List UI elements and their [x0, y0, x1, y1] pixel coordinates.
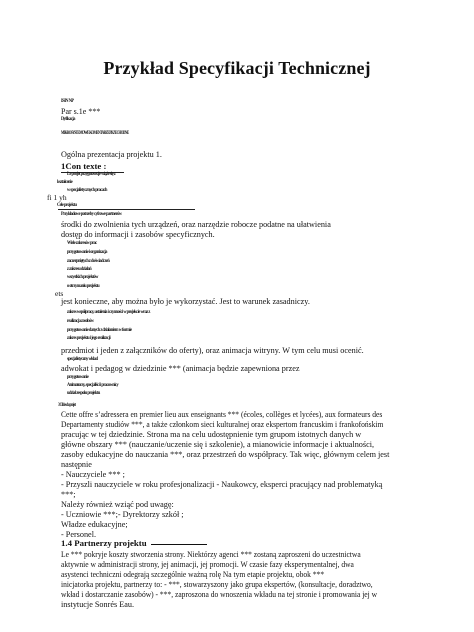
body-line-8: - Przyszli nauczyciele w roku profesjonalizacji - Naukowcy, eksperci pracujący nad problematyką — [61, 480, 383, 489]
overview-line-3: w specjalistycznych pracach — [67, 187, 107, 193]
overview-line-17: zakres współpracy, ustalenia i czynności w projekcie wraz z — [67, 309, 150, 315]
section-heading-context — [61, 161, 106, 171]
header-code-3: Dyfikacja — [61, 116, 75, 122]
body-line-5: zasoby edukacyjne do nauczania ***, oraz przestrzeń do współpracy. Tak więc, głównym celem jest — [61, 450, 390, 459]
overview-line-27: 3 Cibles du projet — [58, 402, 76, 408]
overview-line-9: Wiele zakresów prac — [67, 240, 97, 246]
overview-line-11: zaczerpniętych z doświadczeń — [67, 258, 110, 264]
overview-intro: Ogólna prezentacja projektu 1. — [61, 150, 162, 159]
overview-divider-1 — [58, 209, 195, 210]
body-line-18: wkład i dostarczanie zasobów) - ***, zaproszona do wnoszenia wkładu na tej stronie i promowania jej w — [61, 590, 378, 599]
overview-line-16: jest konieczne, aby można było je wykorzystać. Jest to warunek zasadniczy. — [61, 297, 310, 306]
overview-line-2: kształcenie — [57, 179, 73, 185]
overview-line-26: udział zespołu projektu — [67, 390, 100, 396]
overview-line-21: przedmiot i jeden z załączników do oferty), oraz animacja witryny. W tym celu musi ocenić. — [61, 346, 364, 355]
page-title: Przykład Specyfikacji Technicznej — [103, 58, 371, 78]
overview-line-4: fi 1 yh — [47, 193, 67, 202]
body-line-4: główne obszary *** (nauczanie/uczenie się i szkolenie), a mianowicie informacje i aktualności, — [61, 440, 375, 449]
overview-line-10: przygotowanie i organizacja — [67, 249, 107, 255]
overview-line-5: Cele projektu — [57, 202, 77, 208]
body-line-19: instytucje Sonrés Eau. — [61, 600, 134, 609]
overview-line-25: Animatorzy, specjaliści i pracownicy — [67, 382, 119, 388]
overview-line-13: wszystkich projektów — [67, 274, 98, 280]
body-line-3: pracując w tej dziedzinie. Strona ma na celu udostępnienie tym grupom istotnych danych w — [61, 430, 362, 439]
overview-line-12: z zakresu działań — [67, 266, 92, 272]
overview-line-24: przygotowanie — [67, 374, 89, 380]
body-line-16: asystenci techniczni odegrają szczególnie ważną rolę Na tym etapie projektu, obok *** — [61, 570, 325, 579]
overview-line-15: ets — [55, 289, 64, 298]
body-line-7: - Nauczyciele *** ; — [61, 470, 125, 479]
body-line-1: Cette offre s’adressera en premier lieu aux enseignants *** (écoles, collèges et lycées), aux formateurs des — [61, 410, 383, 419]
section-heading-partners: 1.4 Partnerzy projektu — [61, 538, 207, 548]
body-line-10: Należy również wziąć pod uwagę: — [61, 500, 174, 509]
overview-line-23: adwokat i pedagog w dziedzinie *** (animacja będzie zapewniona przez — [61, 364, 300, 373]
body-line-6: następnie — [61, 460, 92, 469]
body-line-9: ***; — [61, 490, 76, 499]
body-line-17: inicjatorka projektu, partnerzy to: - ***, stowarzyszony jako grupa ekspertów, (konsultacje, doradztwo, — [61, 580, 373, 589]
body-line-2: Departamenty studiów ***, a także członkom sieci kulturalnej oraz ekspertom francuskim i frankofońskim — [61, 420, 384, 429]
body-line-13: - Personel. — [61, 530, 97, 539]
overview-line-19: przygotowanie danych z działaniem w formie — [67, 327, 132, 333]
section-heading-context-text: 1Con texte : — [61, 161, 107, 171]
header-code-4: MIKROSYSTEMOWE KOMENTARZE PRZECHODNE — [61, 130, 129, 136]
overview-line-8: dostęp do informacji i zasobów specyficznych. — [61, 230, 215, 239]
body-line-15: aktywnie w administracji strony, jej animacji, jej promocji. W czasie fazy eksperymentalnej, dwa — [61, 560, 354, 569]
overview-line-20: zakres projektu i jego realizacji — [67, 335, 111, 341]
body-line-11: - Uczniowie ***;- Dyrektorzy szkół ; — [61, 510, 184, 519]
body-line-14: Le *** pokryje koszty stworzenia strony. Niektórzy agenci *** zostaną zaproszeni do uczestnictwa — [61, 550, 361, 559]
overview-line-7: środki do zwolnienia tych urządzeń, oraz narzędzie robocze podatne na ułatwienia — [61, 220, 331, 229]
header-code-2: Par s.1e *** — [61, 107, 101, 116]
overview-line-14: o otrzymaniu projektu — [67, 283, 100, 289]
overview-line-22: specjalistyczny wkład — [67, 356, 98, 362]
overview-line-18: realizacja zasobów — [67, 318, 94, 324]
overview-line-6: Przykładowe potrzeby cyfrowe partnerów — [61, 211, 122, 217]
overview-line-1: Le projet przygotowuje wiąże się z — [67, 171, 116, 177]
header-code-1: ISIN NP — [61, 98, 74, 104]
body-line-12: Władze edukacyjne; — [61, 520, 128, 529]
